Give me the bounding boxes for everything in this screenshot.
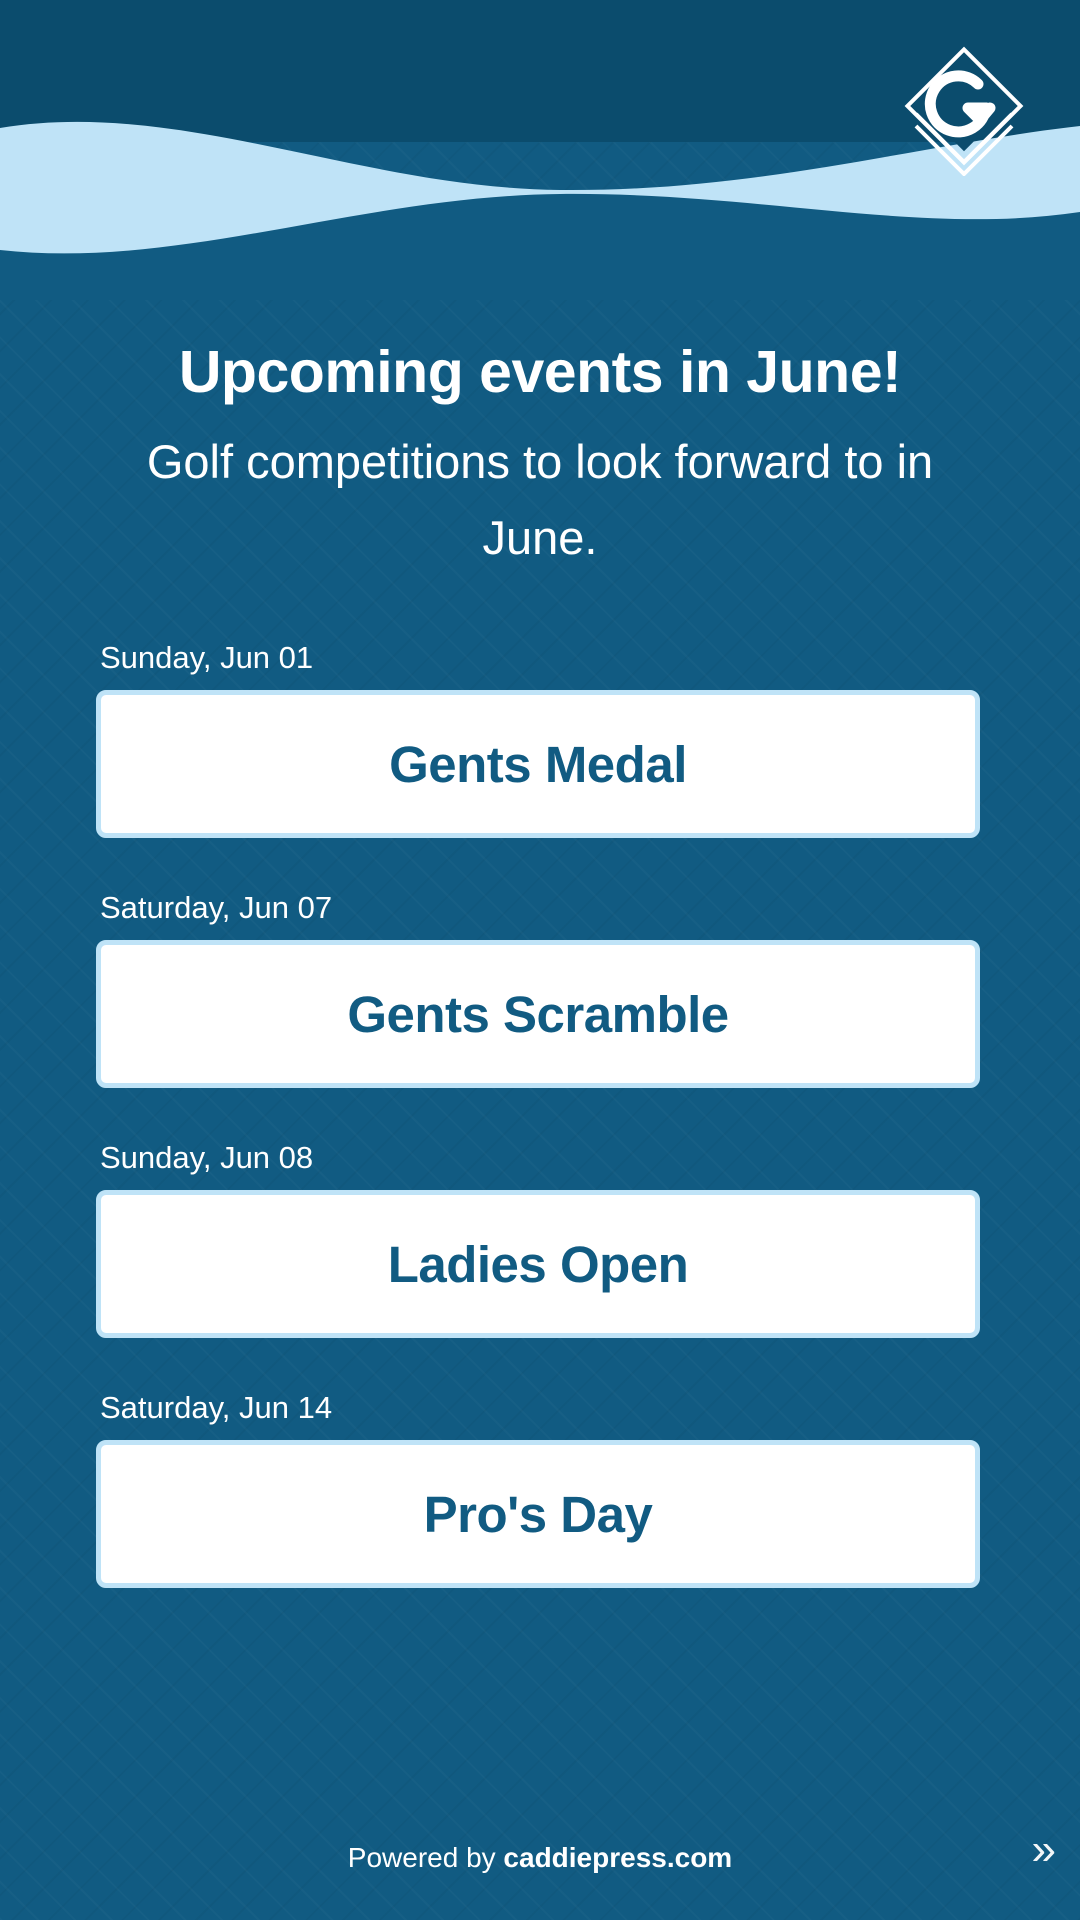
event-date: Sunday, Jun 01: [100, 640, 314, 675]
event-card[interactable]: [96, 690, 980, 838]
event-name: Gents Medal: [389, 735, 687, 793]
event-date: Saturday, Jun 14: [100, 1390, 333, 1425]
double-chevron-right-icon[interactable]: »: [1031, 1825, 1056, 1874]
list-item: [96, 1140, 984, 1338]
list-item: [96, 640, 984, 838]
event-name: Gents Scramble: [347, 985, 729, 1043]
page-title: Upcoming events in June!: [178, 339, 902, 405]
page-subtitle: Golf competitions to look forward to in June.: [146, 435, 934, 564]
event-card[interactable]: [96, 940, 980, 1088]
footer: [0, 1842, 1080, 1874]
list-item: [96, 890, 984, 1088]
event-card[interactable]: [96, 1190, 980, 1338]
event-date: Sunday, Jun 08: [100, 1140, 314, 1175]
event-name: Pro's Day: [423, 1485, 653, 1543]
footer-brand-link[interactable]: caddiepress.com: [503, 1842, 733, 1873]
caddiepress-logo-icon: [894, 36, 1034, 176]
events-list: [96, 640, 984, 1640]
event-card[interactable]: [96, 1440, 980, 1588]
footer-powered-by-label: Powered by: [347, 1842, 504, 1873]
event-name: Ladies Open: [387, 1235, 689, 1293]
event-date: Saturday, Jun 07: [100, 890, 333, 925]
list-item: [96, 1390, 984, 1588]
